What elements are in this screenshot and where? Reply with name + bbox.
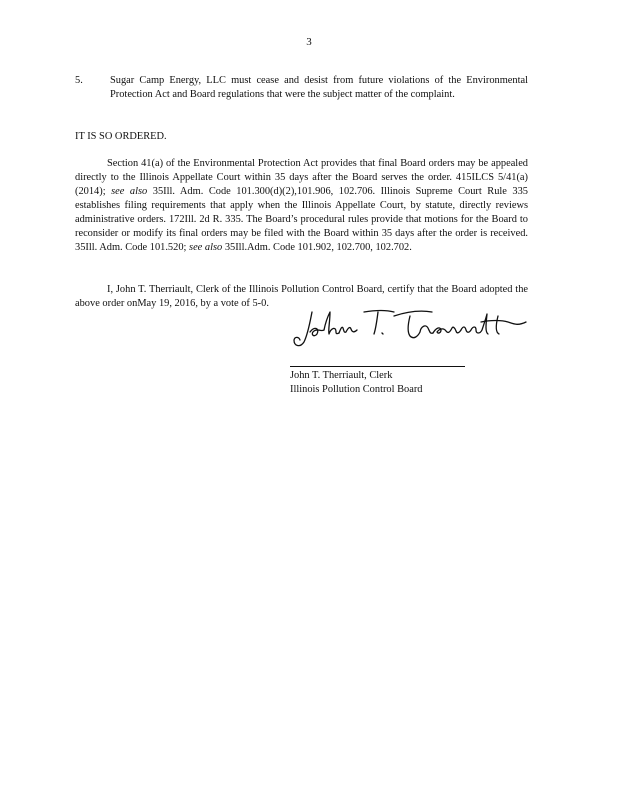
- appeal-notice-text-1: Section 41(a) of the Environmental Protection Act provides that final Board orders may be appealed directly to the Illinois Appellate Court within 35 days after the Board serves the order. 415ILCS 5/41(a) (2014);: [75, 158, 528, 197]
- signer-block: [290, 369, 423, 397]
- order-item-text: Sugar Camp Energy, LLC must cease and desist from future violations of the Environmental Protection Act and Board regulations that were the subject matter of the complaint.: [110, 75, 528, 100]
- order-item: [75, 74, 528, 102]
- see-also-citation-2: see also: [189, 242, 223, 253]
- page-number: 3: [306, 36, 312, 48]
- certification-paragraph: I, John T. Therriault, Clerk of the Illinois Pollution Control Board, certify that the Board adopted the above order onMay 19, 2016, by a vote of 5-0.: [75, 284, 528, 309]
- appeal-notice-paragraph: [75, 157, 528, 255]
- appeal-notice-text-3: 35Ill.Adm. Code 101.902, 102.700, 102.702.: [224, 242, 412, 253]
- so-ordered-statement: IT IS SO ORDERED.: [75, 131, 167, 142]
- order-item-number: 5.: [75, 75, 83, 86]
- signer-organization: Illinois Pollution Control Board: [290, 384, 423, 395]
- see-also-citation-1: see also: [111, 186, 148, 197]
- handwritten-signature: [290, 306, 530, 352]
- signer-name-title: John T. Therriault, Clerk: [290, 370, 393, 381]
- signature-line: [290, 366, 465, 367]
- appeal-notice-text-2: 35Ill. Adm. Code 101.300(d)(2),101.906, 102.706. Illinois Supreme Court Rule 335 establishes filing requirements that apply when the Illinois Appellate Court, by statute, directly reviews administrative orders. 172Ill. 2d R. 335. The Board’s procedural rules provide that motions for the Board to reconsider or modify its final orders may be filed with the Board within 35 days after the order is received. 35Ill. Adm. Code 101.520;: [75, 186, 528, 253]
